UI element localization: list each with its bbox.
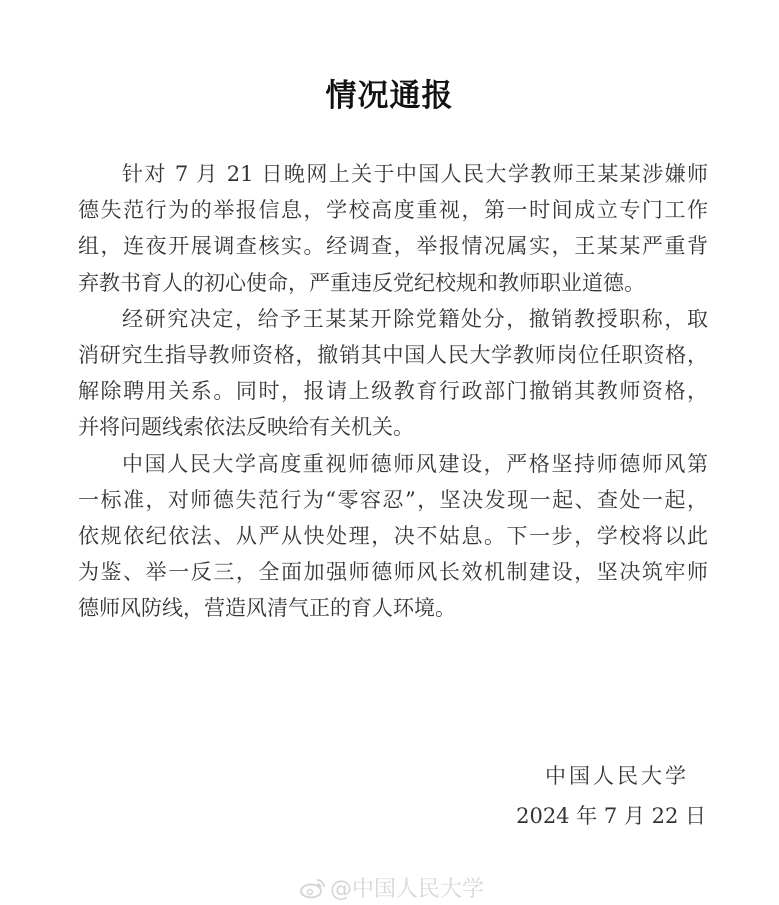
paragraph-line: 解除聘用关系。同时，报请上级教育行政部门撤销其教师资格， [78,379,708,404]
paragraph-line: 依规依纪依法、从严从快处理，决不姑息。下一步，学校将以此 [78,523,708,548]
paragraph-1 [78,156,708,301]
paragraph-line: 组，连夜开展调查核实。经调查，举报情况属实，王某某严重背 [78,234,708,259]
signature-date: 2024 年 7 月 22 日 [516,804,706,828]
paragraph-line: 并将问题线索依法反映给有关机关。 [78,415,414,440]
document-body [78,156,708,626]
paragraph-line: 中国人民大学高度重视师德师风建设，严格坚持师德师风第 [122,451,708,476]
paragraph-line: 德失范行为的举报信息，学校高度重视，第一时间成立专门工作 [78,198,708,223]
paragraph-line: 为鉴、举一反三，全面加强师德师风长效机制建设，坚决筑牢师 [78,560,708,585]
paragraph-2 [78,301,708,446]
paragraph-line: 经研究决定，给予王某某开除党籍处分，撤销教授职称，取 [122,306,708,331]
paragraph-line: 一标准，对师德失范行为“零容忍”，坚决发现一起、查处一起， [78,487,708,512]
paragraph-line: 德师风防线，营造风清气正的育人环境。 [78,596,456,621]
watermark [300,875,484,900]
document-title: 情况通报 [325,78,454,114]
paragraph-line: 消研究生指导教师资格，撤销其中国人民大学教师岗位任职资格， [78,342,708,367]
paragraph-line: 弃教书育人的初心使命，严重违反党纪校规和教师职业道德。 [78,270,645,295]
signature-organization: 中国人民大学 [545,764,689,788]
weibo-icon [300,877,326,899]
watermark-text: @中国人民大学 [330,877,485,902]
paragraph-line: 针对 7 月 21 日晚网上关于中国人民大学教师王某某涉嫌师 [122,162,708,186]
paragraph-3 [78,446,708,627]
